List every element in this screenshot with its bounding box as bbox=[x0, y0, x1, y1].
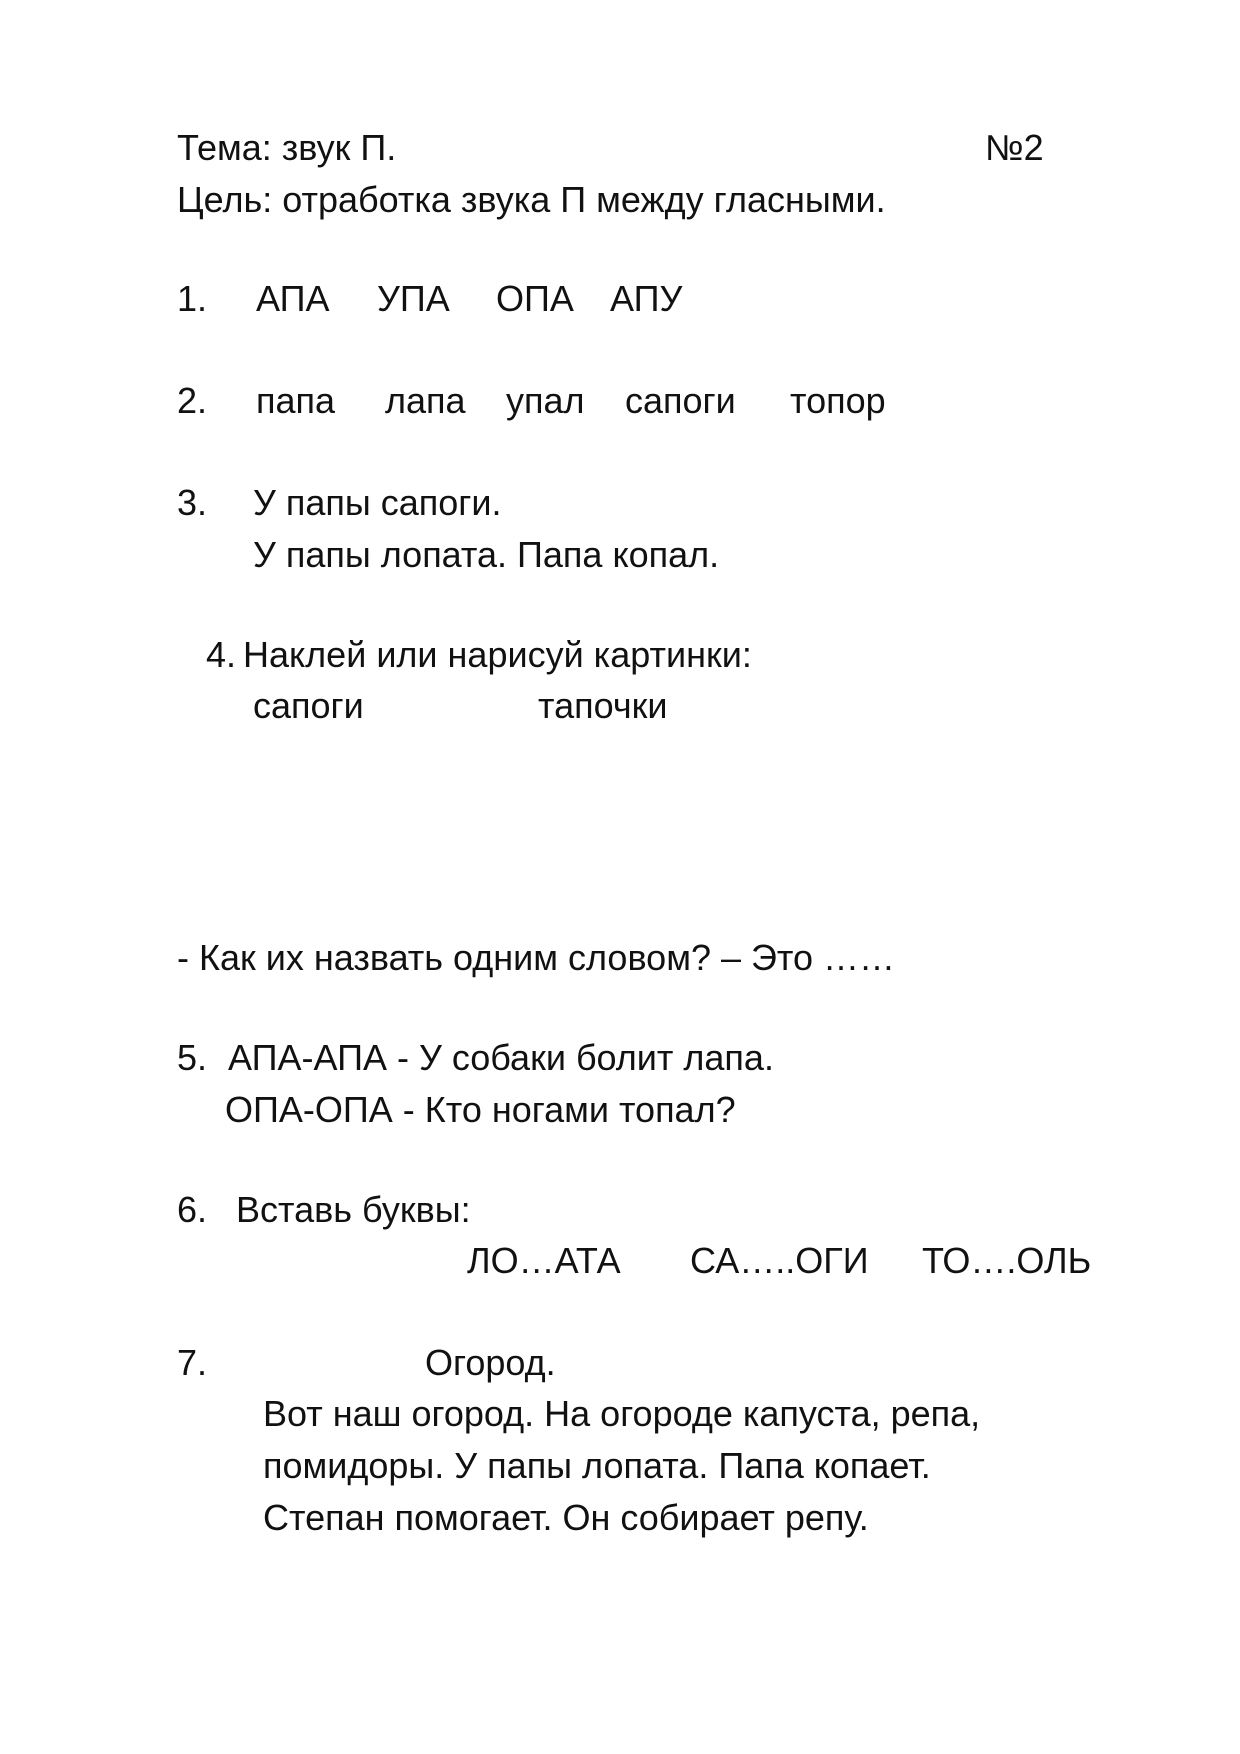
story-line: Степан помогает. Он собирает репу. bbox=[263, 1497, 869, 1538]
word: сапоги bbox=[625, 380, 736, 421]
fill-in-word: ЛО…АТА bbox=[467, 1240, 621, 1281]
rhyme-line: ОПА-ОПА - Кто ногами топал? bbox=[225, 1089, 736, 1130]
sentence: У папы лопата. Папа копал. bbox=[253, 534, 720, 575]
word: топор bbox=[790, 380, 886, 421]
exercise-4-number: 4. bbox=[206, 634, 237, 675]
exercise-2-number: 2. bbox=[177, 380, 208, 421]
story-line: Вот наш огород. На огороде капуста, репа, bbox=[263, 1393, 981, 1434]
syllable: ОПА bbox=[496, 278, 574, 319]
sentence: У папы сапоги. bbox=[253, 482, 502, 523]
picture-label: тапочки bbox=[538, 685, 668, 726]
exercise-5-number: 5. bbox=[177, 1037, 208, 1078]
exercise-6-number: 6. bbox=[177, 1189, 208, 1230]
exercise-1-number: 1. bbox=[177, 278, 208, 319]
goal-line: Цель: отработка звука П между гласными. bbox=[177, 179, 886, 220]
story-title: Огород. bbox=[425, 1342, 556, 1383]
story-line: помидоры. У папы лопата. Папа копает. bbox=[263, 1445, 931, 1486]
word: лапа bbox=[385, 380, 466, 421]
exercise-3-number: 3. bbox=[177, 482, 208, 523]
exercise-6-instruction: Вставь буквы: bbox=[236, 1189, 471, 1230]
syllable: АПА bbox=[256, 278, 330, 319]
fill-in-word: СА…..ОГИ bbox=[690, 1240, 869, 1281]
rhyme-line: АПА-АПА - У собаки болит лапа. bbox=[228, 1037, 774, 1078]
word: папа bbox=[256, 380, 336, 421]
exercise-4-instruction: Наклей или нарисуй картинки: bbox=[243, 634, 752, 675]
exercise-7-number: 7. bbox=[177, 1342, 208, 1383]
worksheet-number: №2 bbox=[985, 127, 1044, 168]
topic-line: Тема: звук П. bbox=[177, 127, 397, 168]
exercise-4-question: - Как их назвать одним словом? – Это …… bbox=[177, 937, 895, 978]
word: упал bbox=[506, 380, 585, 421]
fill-in-word: ТО….ОЛЬ bbox=[922, 1240, 1092, 1281]
picture-label: сапоги bbox=[253, 685, 364, 726]
syllable: АПУ bbox=[610, 278, 683, 319]
syllable: УПА bbox=[377, 278, 450, 319]
